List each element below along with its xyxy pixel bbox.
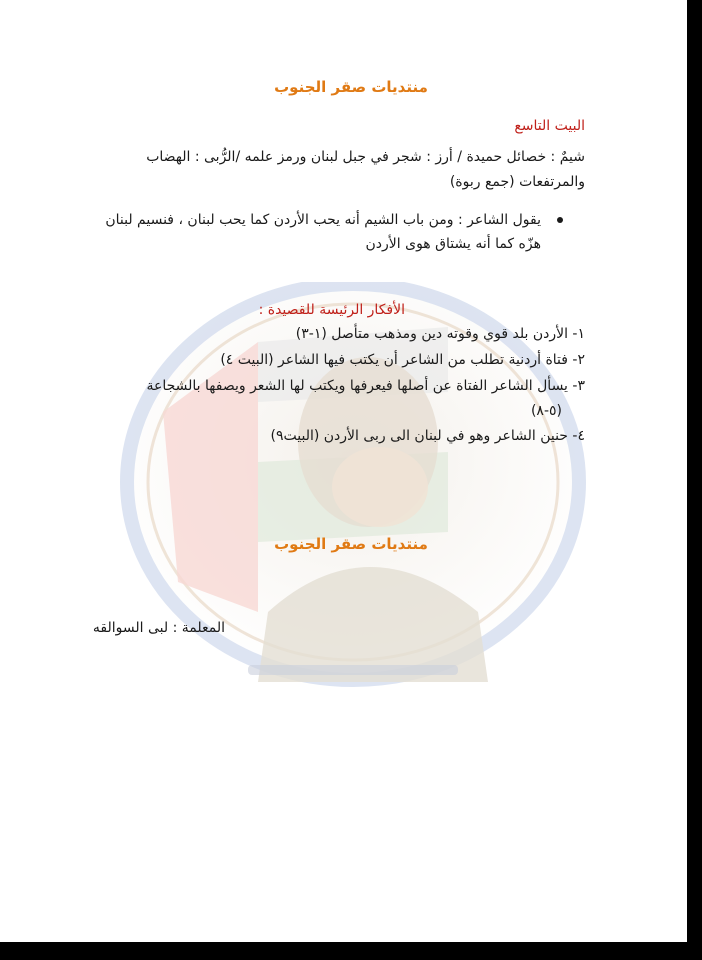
verse9-vocab-line-1: شيمٌ : خصائل حميدة / أرز : شجر في جبل لبنان ورمز علمه /الرُّبى : الهضاب [146, 149, 585, 165]
main-idea-item-3-range: (٥-٨) [530, 403, 562, 419]
teacher-name: المعلمة : لبى السوالقه [92, 620, 225, 636]
main-idea-item-4: ٤- حنين الشاعر وهو في لبنان الى ربى الأردن (البيت٩) [270, 428, 585, 444]
main-ideas-heading: الأفكار الرئيسة للقصيدة : [258, 302, 405, 318]
verse9-explanation-line-2: هزّه كما أنه يشتاق هوى الأردن [365, 236, 541, 252]
verse9-explanation [105, 208, 541, 256]
main-idea-item-3: ٣- يسأل الشاعر الفتاة عن أصلها فيعرفها ويكتب لها الشعر ويصفها بالشجاعة [146, 378, 585, 394]
bullet-icon [557, 217, 563, 223]
verse9-heading: البيت التاسع [514, 118, 585, 134]
main-idea-item-1: ١- الأردن بلد قوي وقوته دين ومذهب متأصل (١-٣) [295, 326, 585, 342]
verse9-vocab-line-2: والمرتفعات (جمع ربوة) [449, 174, 585, 190]
footer-forum-title: منتديات صقر الجنوب [274, 535, 428, 553]
verse9-explanation-line-1: يقول الشاعر : ومن باب الشيم أنه يحب الأردن كما يحب لبنان ، فنسيم لبنان [105, 212, 541, 228]
main-idea-item-2: ٢- فتاة أردنية تطلب من الشاعر أن يكتب فيها الشاعر (البيت ٤) [220, 352, 585, 368]
page-title: منتديات صقر الجنوب [274, 78, 428, 96]
